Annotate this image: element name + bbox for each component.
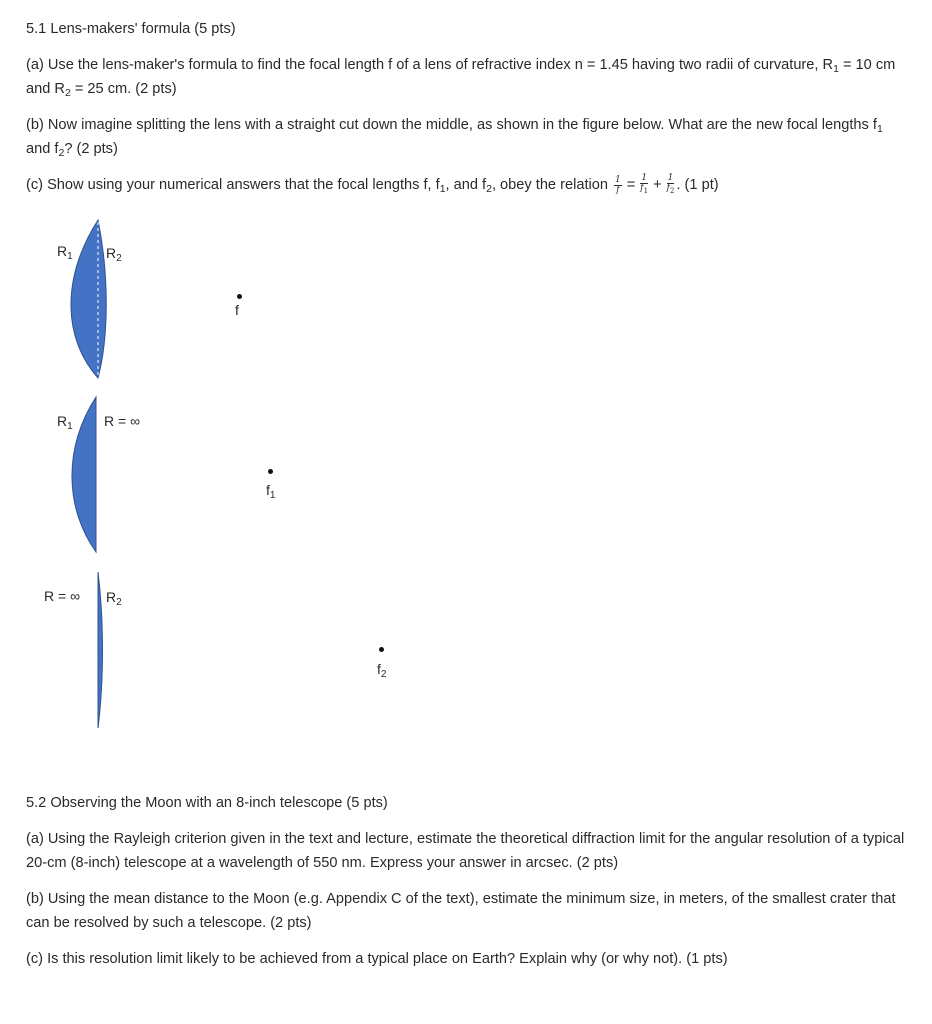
focal-point-f2 — [379, 647, 384, 652]
lens-2-r1-label: R1 — [57, 413, 73, 432]
fraction-1-over-f2: $\frac{1}{f_2}$ — [666, 173, 675, 196]
focal-label-f: f — [235, 302, 239, 318]
section-2-title: 5.2 Observing the Moon with an 8-inch telescope (5 pts) — [26, 795, 388, 811]
focal-label-f2: f2 — [377, 661, 387, 680]
lens-3-r-infinity-label: R = ∞ — [44, 588, 81, 604]
lens-2-r-infinity-label: R = ∞ — [104, 413, 141, 429]
focal-point-f1 — [268, 469, 273, 474]
lens-2-plano-convex — [72, 397, 96, 552]
fraction-1-over-f: $\frac{1}{f}$ — [615, 174, 621, 195]
question-2c: (c) Is this resolution limit likely to be achieved from a typical place on Earth? Explain why (or why not). (1 pts) — [26, 951, 728, 967]
lens-3-r2-label: R2 — [106, 589, 122, 608]
lens-1-r1-label: R1 — [57, 243, 73, 262]
question-1b: (b) Now imagine splitting the lens with a straight cut down the middle, as shown in the figure below. What are the new focal lengths f1 and f2? (2 pts) — [26, 117, 883, 159]
question-2a: (a) Using the Rayleigh criterion given in the text and lecture, estimate the theoretical diffraction limit for the angular resolution of a typical 20-cm (8-inch) telescope at a wavelength of 550 nm. Express your answer in arcsec. (2 pts) — [26, 831, 905, 871]
lens-1-r2-label: R2 — [106, 245, 122, 264]
question-1a: (a) Use the lens-maker's formula to find the focal length f of a lens of refractive index n = 1.45 having two radii of curvature, R1 = 10 cm and R2 = 25 cm. (2 pts) — [26, 57, 896, 99]
fraction-1-over-f1: $\frac{1}{f_1}$ — [640, 173, 649, 196]
lens-1-biconvex — [71, 220, 106, 378]
question-1c: (c) Show using your numerical answers that the focal lengths f, f1, and f2, obey the relation $\frac{1}{f}$ = $\frac{1}{f_1}$ + $\frac{1}{f_2}$ . (1 pt) — [26, 173, 719, 196]
focal-label-f1: f1 — [266, 482, 276, 501]
question-2b: (b) Using the mean distance to the Moon (e.g. Appendix C of the text), estimate the minimum size, in meters, of the smallest crater that can be resolved by such a telescope. (2 pts) — [26, 891, 896, 931]
section-1-title: 5.1 Lens-makers' formula (5 pts) — [26, 21, 236, 37]
lens-3-plano-convex — [98, 572, 103, 728]
focal-point-f — [237, 294, 242, 299]
